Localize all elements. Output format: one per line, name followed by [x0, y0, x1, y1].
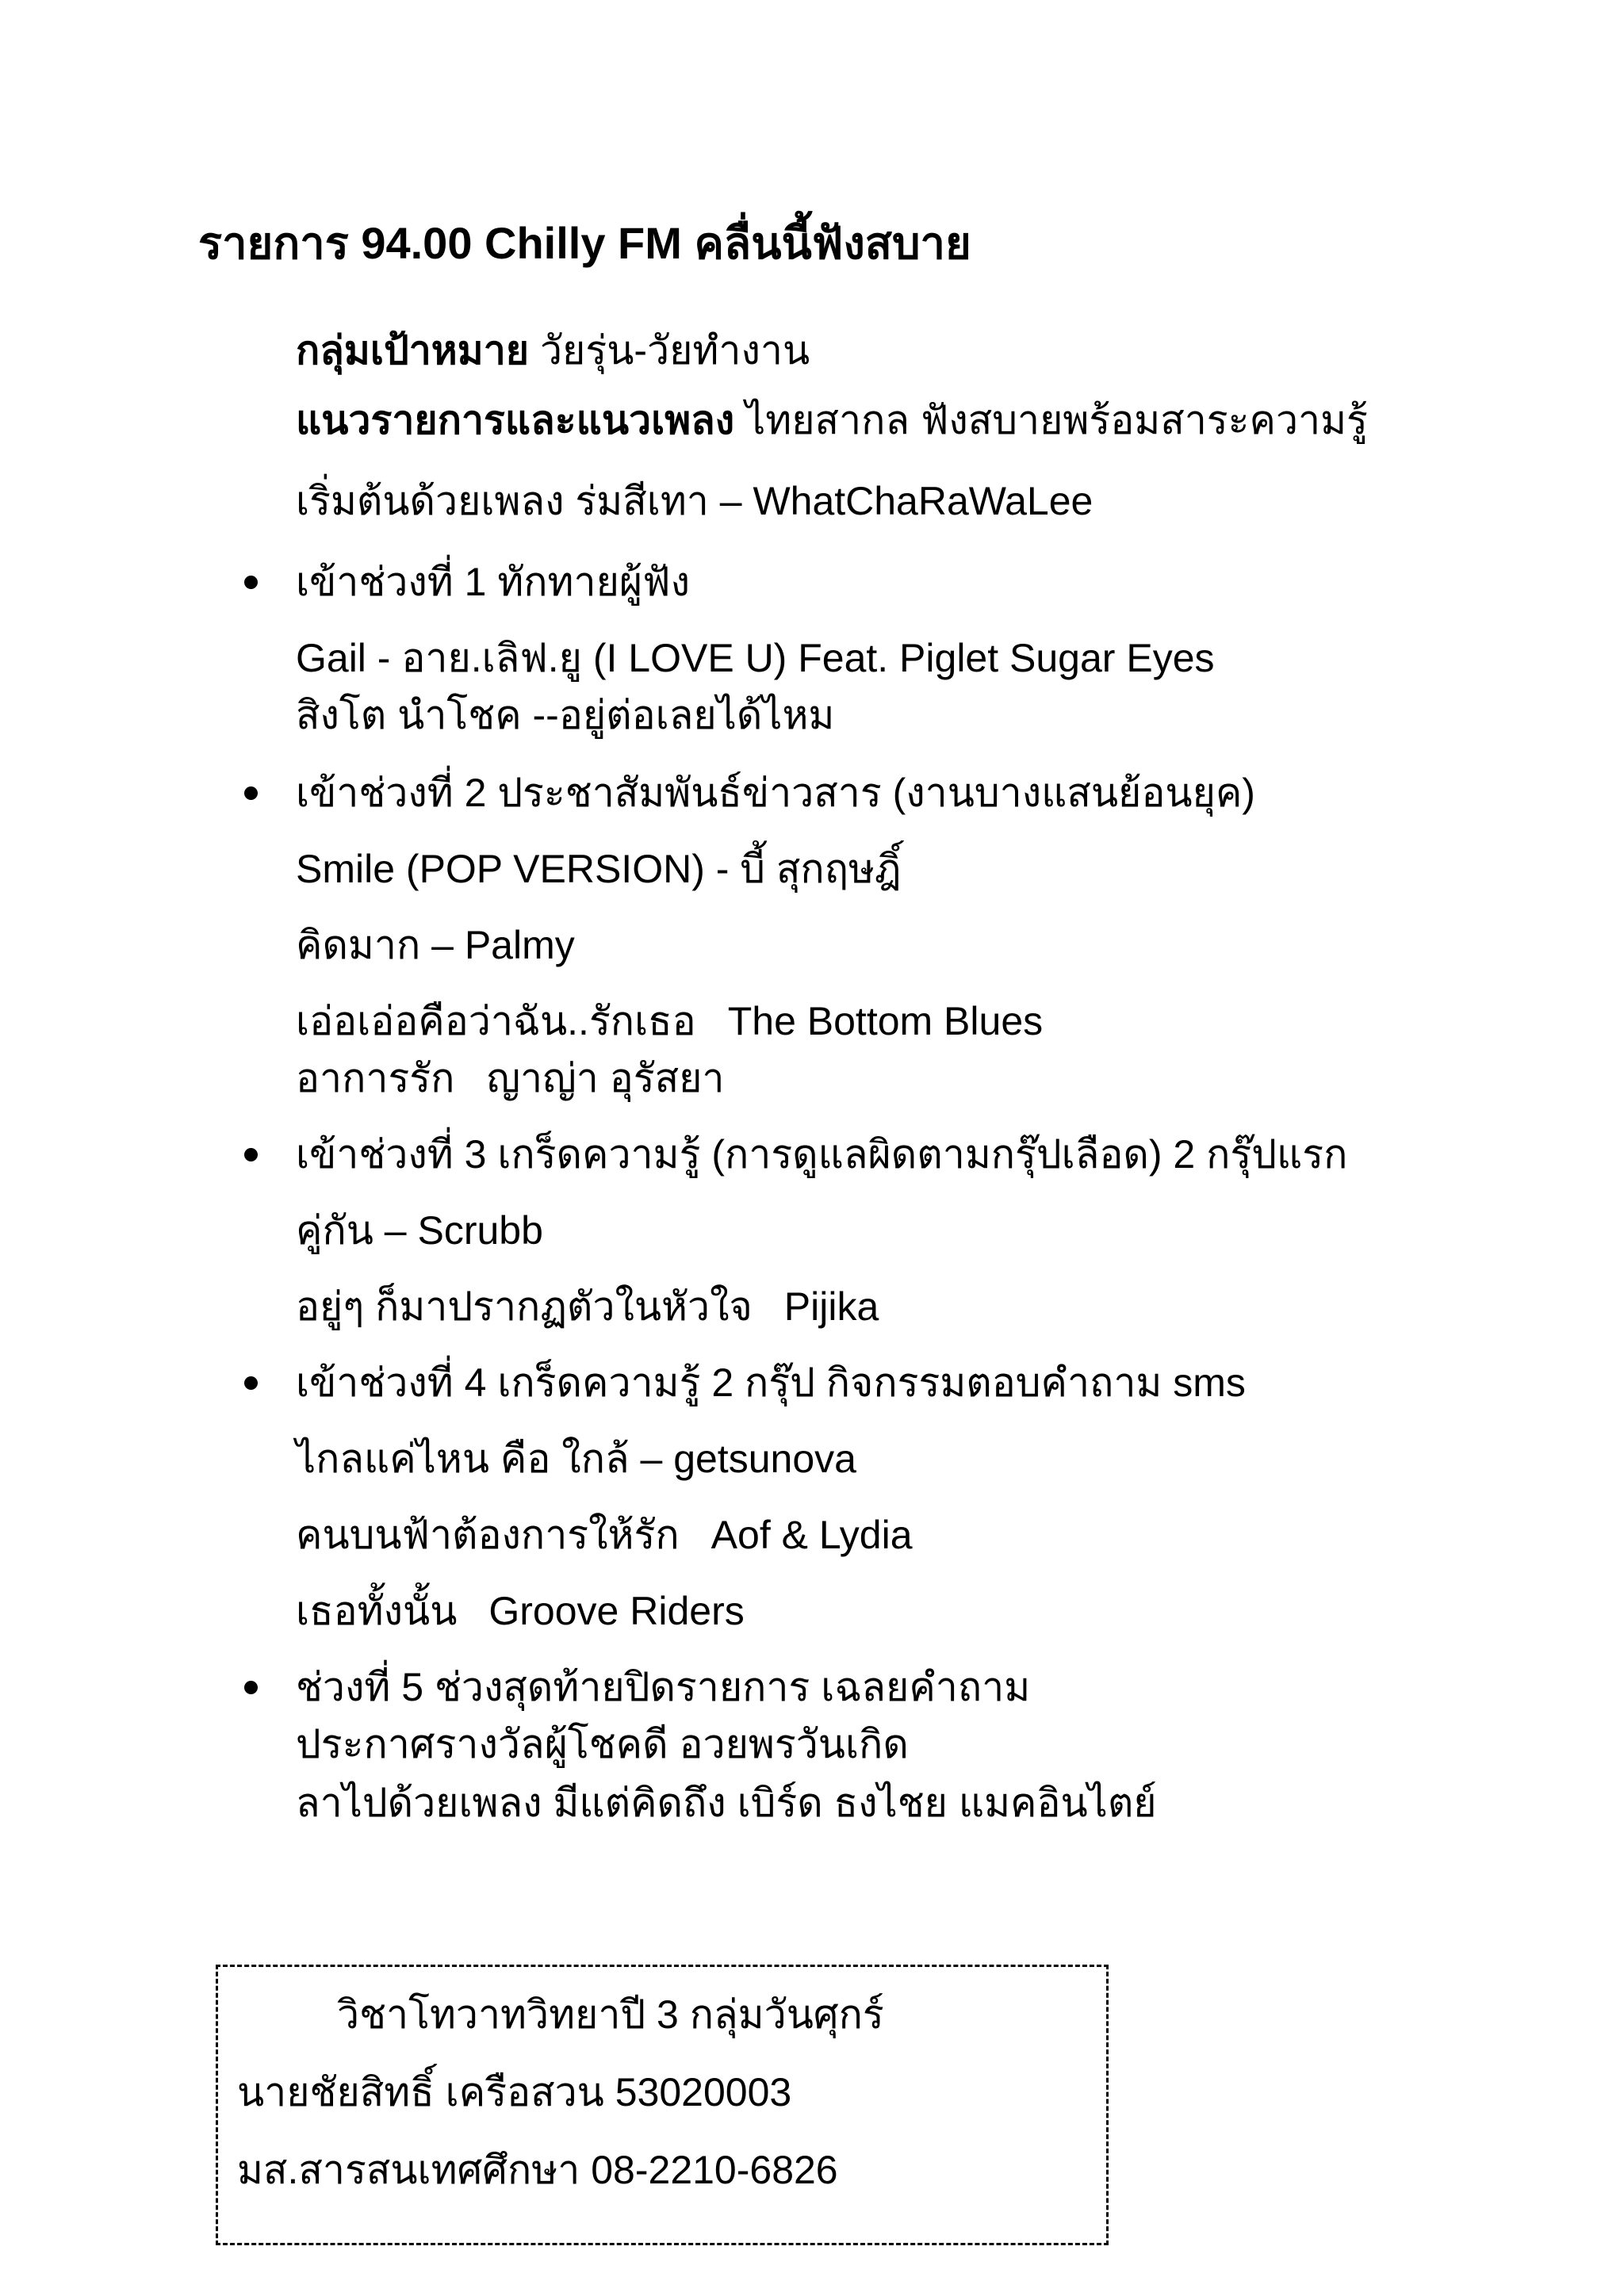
closing-line: ลาไปด้วยเพลง มีแต่คิดถึง เบิร์ด ธงไชย แมคอินไตย์: [296, 1781, 1157, 1825]
song-item: สิงโต นำโชค --อยู่ต่อเลยได้ไหม: [296, 693, 835, 737]
song-item: Smile (POP VERSION) - บี้ สุกฤษฎิ์: [296, 847, 902, 891]
song-title: เธอทั้งนั้น: [296, 1589, 458, 1633]
bullet-icon: [244, 576, 258, 589]
footer-box: [216, 1965, 1109, 2245]
song-item: [296, 1579, 745, 1643]
song-title: คนบนฟ้าต้องการให้รัก: [296, 1513, 680, 1557]
song-item: ไกลแค่ไหน คือ ใกล้ – getsunova: [296, 1437, 856, 1481]
bullet-icon: [244, 786, 258, 800]
segment-2-heading: เข้าช่วงที่ 2 ประชาสัมพันธ์ข่าวสาร (งานบางแสนย้อนยุค): [296, 771, 1255, 815]
bullet-icon: [244, 1148, 258, 1161]
target-audience-value: วัยรุ่น-วัยทำงาน: [539, 328, 810, 373]
song-item: Gail - อาย.เลิฟ.ยู (I LOVE U) Feat. Piglet Sugar Eyes: [296, 636, 1215, 680]
song-artist: Aof & Lydia: [710, 1513, 913, 1557]
song-title: เอ่อเอ่อคือว่าฉัน..รักเธอ: [296, 999, 696, 1043]
page-title: รายการ 94.00 Chilly FM คลื่นนี้ฟังสบาย: [198, 218, 971, 268]
song-item: [296, 989, 1043, 1053]
program-style-value: ไทยสากล ฟังสบายพร้อมสาระความรู้: [745, 398, 1368, 442]
target-audience-label: กลุ่มเป้าหมาย: [296, 328, 530, 373]
song-title: อยู่ๆ ก็มาปรากฏตัวในหัวใจ: [296, 1284, 753, 1329]
footer-faculty: มส.สารสนเทศศึกษา 08-2210-6826: [237, 2148, 838, 2192]
program-style-label: แนวรายการและแนวเพลง: [296, 398, 735, 442]
song-item: คู่กัน – Scrubb: [296, 1208, 543, 1253]
bullet-icon: [244, 1681, 258, 1694]
target-audience: [296, 319, 810, 382]
opening-song: เริ่มต้นด้วยเพลง ร่มสีเทา – WhatChaRaWaLee: [296, 479, 1094, 523]
program-style: [296, 388, 1368, 452]
song-item: [296, 1047, 724, 1110]
bullet-icon: [244, 1376, 258, 1390]
song-artist: The Bottom Blues: [727, 999, 1044, 1043]
segment-3-heading: เข้าช่วงที่ 3 เกร็ดความรู้ (การดูแลผิดตามกรุ๊ปเลือด) 2 กรุ๊ปแรก: [296, 1132, 1348, 1177]
footer-course: วิชาโทวาทวิทยาปี 3 กลุ่มวันศุกร์: [337, 1992, 884, 2037]
segment-5-heading: ช่วงที่ 5 ช่วงสุดท้ายปิดรายการ เฉลยคำถาม: [296, 1665, 1031, 1709]
song-item: [296, 1503, 913, 1567]
song-title: อาการรัก: [296, 1056, 455, 1100]
song-artist: Groove Riders: [488, 1589, 745, 1633]
closing-line: ประกาศรางวัลผู้โชคดี อวยพรวันเกิด: [296, 1722, 909, 1766]
song-item: คิดมาก – Palmy: [296, 923, 575, 967]
segment-4-heading: เข้าช่วงที่ 4 เกร็ดความรู้ 2 กรุ๊ป กิจกรรมตอบคำถาม sms: [296, 1360, 1246, 1405]
song-artist: Pijika: [783, 1284, 879, 1329]
song-item: [296, 1275, 879, 1338]
footer-student: นายชัยสิทธิ์ เครือสวน 53020003: [237, 2070, 792, 2114]
song-artist: ญาญ่า อุรัสยา: [486, 1056, 725, 1100]
segment-1-heading: เข้าช่วงที่ 1 ทักทายผู้ฟัง: [296, 560, 690, 604]
